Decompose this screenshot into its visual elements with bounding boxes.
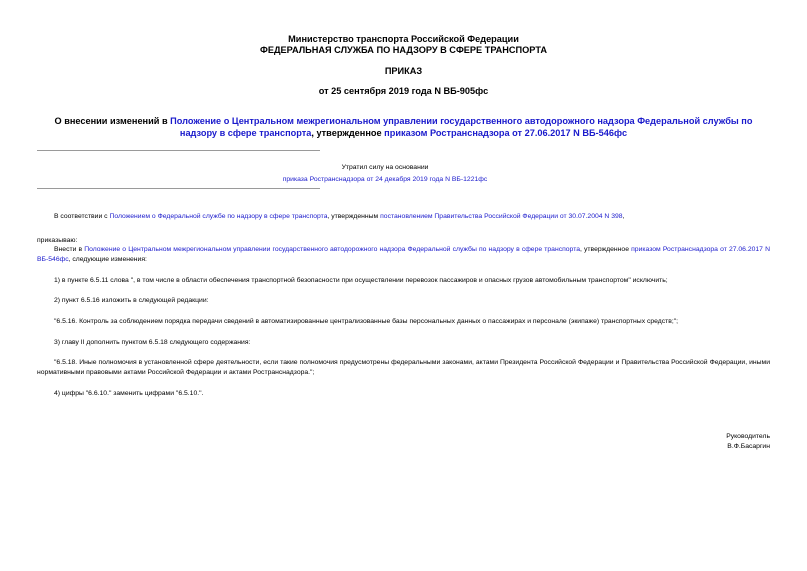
paragraph-basis — [37, 212, 770, 222]
p1-link-regulation[interactable]: Положением о Федеральной службе по надзору в сфере транспорта — [109, 213, 328, 220]
list-item-4: 4) цифры "6.6.10." заменить цифрами "6.5.10.". — [54, 390, 204, 397]
p3-text-3: , следующие изменения: — [68, 256, 147, 263]
document-date-number: от 25 сентября 2019 года N ВБ-905фс — [318, 86, 489, 96]
p3-text-1: Внести в — [54, 246, 85, 253]
status-line: Утратил силу на основании — [341, 164, 429, 171]
title-link-order[interactable]: приказом Ространснадзора от 27.06.2017 N ВБ-546фс — [384, 128, 628, 138]
document-title — [36, 115, 771, 139]
title-link-regulation[interactable]: Положение о Центральном межрегиональном управлении государственного автодорожного надзора Федеральной службы по надзору в сфере транспорта — [170, 116, 753, 138]
list-item-3: 3) главу II дополнить пунктом 6.5.18 следующего содержания: — [54, 339, 251, 346]
document-type: ПРИКАЗ — [384, 66, 423, 76]
paragraph-order: приказываю: — [37, 237, 78, 244]
quote-6-5-18: "6.5.18. Иные полномочия в установленной сфере деятельности, если такие полномочия предусмотрены федеральными законами, актами Президента Российской Федерации и Правительства Российской Федерации, иными нормативными правовыми актами Российской Федерации и актами Ространснадзора."; — [37, 359, 770, 376]
ministry-name: Министерство транспорта Российской Федерации — [288, 34, 519, 44]
p1-text-3: , — [622, 213, 625, 220]
p1-link-resolution[interactable]: постановлением Правительства Российской Федерации от 30.07.2004 N 398 — [380, 213, 623, 220]
list-item-1: 1) в пункте 6.5.11 слова ", в том числе в области обеспечения транспортной безопасности при осуществлении перевозок пассажиров и опасных грузов автомобильным транспортом" исключить; — [54, 277, 668, 284]
title-text-2: , утвержденное — [311, 128, 385, 138]
divider-top — [37, 150, 320, 151]
service-name: ФЕДЕРАЛЬНАЯ СЛУЖБА ПО НАДЗОРУ В СФЕРЕ ТРАНСПОРТА — [260, 45, 547, 55]
divider-bottom — [37, 188, 320, 189]
signature-position: Руководитель — [726, 433, 770, 440]
title-text-1: О внесении изменений в — [54, 116, 171, 126]
signature-name: В.Ф.Басаргин — [727, 443, 770, 450]
quote-6-5-16: "6.5.16. Контроль за соблюдением порядка передачи сведений в автоматизированные централизованные базы персональных данных о пассажирах и персонале (экипаже) транспортных средств;"; — [54, 318, 679, 325]
p1-text-1: В соответствии с — [54, 213, 110, 220]
p1-text-2: , утвержденным — [327, 213, 381, 220]
list-item-2: 2) пункт 6.5.16 изложить в следующей редакции: — [54, 297, 209, 304]
p3-link-regulation[interactable]: Положение о Центральном межрегиональном управлении государственного автодорожного надзора Федеральной службы по надзору в сфере транспорта — [84, 246, 581, 253]
status-link-wrap — [220, 175, 550, 185]
p3-link-order[interactable]: приказом Ространснадзора от 27.06.2017 N ВБ-546фс — [37, 246, 770, 263]
status-link-order[interactable]: приказа Ространснадзора от 24 декабря 2019 года N ВБ-1221фс — [282, 176, 488, 183]
paragraph-changes — [37, 245, 770, 265]
p3-text-2: , утвержденное — [580, 246, 632, 253]
